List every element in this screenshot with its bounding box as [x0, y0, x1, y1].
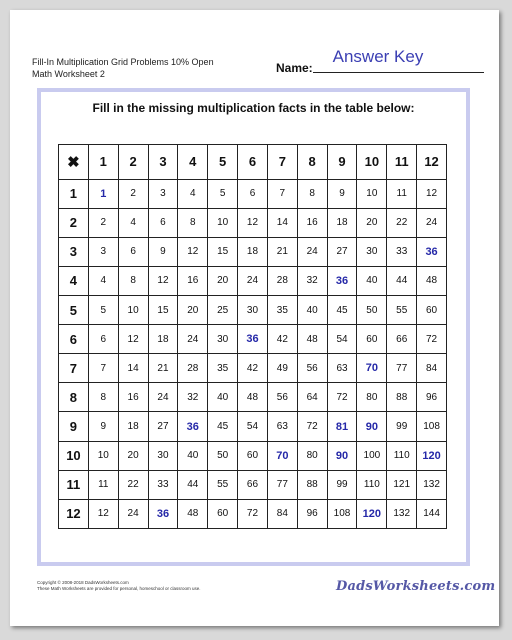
table-row: [59, 179, 447, 208]
product-cell: 3: [88, 237, 118, 266]
name-label: Name:: [276, 61, 313, 75]
product-cell: 55: [208, 470, 238, 499]
product-cell: 110: [357, 470, 387, 499]
product-cell: 11: [88, 470, 118, 499]
product-cell: 60: [417, 296, 447, 325]
product-cell: 108: [327, 499, 357, 528]
product-cell: 21: [148, 354, 178, 383]
product-cell: 66: [387, 325, 417, 354]
table-row: [59, 441, 447, 470]
product-cell: 30: [148, 441, 178, 470]
product-cell: 27: [148, 412, 178, 441]
product-cell: 77: [387, 354, 417, 383]
product-cell: 11: [387, 179, 417, 208]
row-header: 1: [59, 179, 89, 208]
worksheet-title-line2: Math Worksheet 2: [32, 69, 105, 79]
footer-copyright: [37, 580, 201, 592]
product-cell: 132: [387, 499, 417, 528]
worksheet-title-line1: Fill-In Multiplication Grid Problems 10% Open: [32, 57, 214, 67]
product-cell: 30: [238, 296, 268, 325]
product-cell: 5: [208, 179, 238, 208]
product-cell: 12: [88, 499, 118, 528]
product-cell: 66: [238, 470, 268, 499]
product-cell: 40: [178, 441, 208, 470]
product-cell: 8: [178, 208, 208, 237]
product-cell: 96: [417, 383, 447, 412]
table-row: [59, 412, 447, 441]
column-header: 7: [267, 145, 297, 180]
product-cell: 9: [148, 237, 178, 266]
row-header: 11: [59, 470, 89, 499]
product-cell: 6: [88, 325, 118, 354]
product-cell: 72: [327, 383, 357, 412]
product-cell: 48: [178, 499, 208, 528]
product-cell: 18: [118, 412, 148, 441]
product-cell: 2: [118, 179, 148, 208]
column-header: 3: [148, 145, 178, 180]
product-cell: 32: [297, 266, 327, 295]
product-cell: 12: [178, 237, 208, 266]
product-cell: 44: [178, 470, 208, 499]
column-header: 8: [297, 145, 327, 180]
product-cell: 42: [267, 325, 297, 354]
product-cell: 144: [417, 499, 447, 528]
column-header: 10: [357, 145, 387, 180]
answer-cell: 70: [267, 441, 297, 470]
product-cell: 10: [88, 441, 118, 470]
product-cell: 84: [267, 499, 297, 528]
product-cell: 84: [417, 354, 447, 383]
product-cell: 16: [118, 383, 148, 412]
product-cell: 40: [208, 383, 238, 412]
row-header: 4: [59, 266, 89, 295]
row-header: 2: [59, 208, 89, 237]
product-cell: 50: [208, 441, 238, 470]
product-cell: 72: [297, 412, 327, 441]
product-cell: 48: [417, 266, 447, 295]
product-cell: 24: [178, 325, 208, 354]
column-header: 11: [387, 145, 417, 180]
answer-cell: 36: [148, 499, 178, 528]
product-cell: 63: [327, 354, 357, 383]
product-cell: 14: [118, 354, 148, 383]
answer-cell: 70: [357, 354, 387, 383]
product-cell: 28: [267, 266, 297, 295]
table-row: [59, 266, 447, 295]
answer-cell: 36: [178, 412, 208, 441]
column-header: 1: [88, 145, 118, 180]
product-cell: 20: [118, 441, 148, 470]
product-cell: 25: [208, 296, 238, 325]
product-cell: 3: [148, 179, 178, 208]
product-cell: 56: [267, 383, 297, 412]
product-cell: 12: [148, 266, 178, 295]
product-cell: 40: [297, 296, 327, 325]
row-header: 10: [59, 441, 89, 470]
product-cell: 54: [238, 412, 268, 441]
multiply-icon: ✖: [59, 145, 89, 180]
product-cell: 6: [238, 179, 268, 208]
product-cell: 16: [297, 208, 327, 237]
answer-key-label: Answer Key: [332, 47, 424, 66]
product-cell: 48: [297, 325, 327, 354]
answer-cell: 120: [357, 499, 387, 528]
row-header: 12: [59, 499, 89, 528]
copyright-text: Copyright © 2008-2018 DadsWorksheets.com: [37, 580, 129, 585]
product-cell: 24: [297, 237, 327, 266]
answer-cell: 90: [327, 441, 357, 470]
product-cell: 99: [327, 470, 357, 499]
product-cell: 99: [387, 412, 417, 441]
product-cell: 18: [327, 208, 357, 237]
dadsworksheets-logo: DadsWorksheets.com: [336, 579, 496, 594]
product-cell: 35: [267, 296, 297, 325]
product-cell: 48: [238, 383, 268, 412]
product-cell: 80: [357, 383, 387, 412]
usage-text: These Math Worksheets are provided for personal, homeschool or classroom use.: [37, 586, 201, 591]
product-cell: 12: [238, 208, 268, 237]
answer-cell: 36: [327, 266, 357, 295]
product-cell: 72: [417, 325, 447, 354]
row-header: 3: [59, 237, 89, 266]
product-cell: 27: [327, 237, 357, 266]
name-line: [313, 72, 484, 73]
product-cell: 24: [148, 383, 178, 412]
product-cell: 132: [417, 470, 447, 499]
product-cell: 8: [88, 383, 118, 412]
product-cell: 60: [238, 441, 268, 470]
product-cell: 28: [178, 354, 208, 383]
product-cell: 14: [267, 208, 297, 237]
row-header: 6: [59, 325, 89, 354]
product-cell: 50: [357, 296, 387, 325]
product-cell: 8: [297, 179, 327, 208]
product-cell: 110: [387, 441, 417, 470]
row-header: 7: [59, 354, 89, 383]
product-cell: 4: [118, 208, 148, 237]
column-header: 6: [238, 145, 268, 180]
product-cell: 55: [387, 296, 417, 325]
product-cell: 15: [208, 237, 238, 266]
product-cell: 5: [88, 296, 118, 325]
column-header: 9: [327, 145, 357, 180]
product-cell: 72: [238, 499, 268, 528]
product-cell: 20: [178, 296, 208, 325]
product-cell: 10: [118, 296, 148, 325]
product-cell: 4: [88, 266, 118, 295]
product-cell: 35: [208, 354, 238, 383]
table-row: [59, 237, 447, 266]
product-cell: 21: [267, 237, 297, 266]
table-row: [59, 325, 447, 354]
product-cell: 80: [297, 441, 327, 470]
worksheet-title: [32, 56, 214, 80]
answer-cell: 36: [238, 325, 268, 354]
product-cell: 88: [387, 383, 417, 412]
product-cell: 2: [88, 208, 118, 237]
column-header: 2: [118, 145, 148, 180]
grid-header-row: [59, 145, 447, 180]
product-cell: 12: [417, 179, 447, 208]
product-cell: 9: [88, 412, 118, 441]
product-cell: 30: [357, 237, 387, 266]
product-cell: 10: [357, 179, 387, 208]
product-cell: 9: [327, 179, 357, 208]
product-cell: 32: [178, 383, 208, 412]
product-cell: 63: [267, 412, 297, 441]
product-cell: 33: [148, 470, 178, 499]
answer-cell: 36: [417, 237, 447, 266]
product-cell: 56: [297, 354, 327, 383]
row-header: 5: [59, 296, 89, 325]
product-cell: 7: [267, 179, 297, 208]
product-cell: 100: [357, 441, 387, 470]
answer-cell: 90: [357, 412, 387, 441]
product-cell: 15: [148, 296, 178, 325]
product-cell: 7: [88, 354, 118, 383]
product-cell: 60: [357, 325, 387, 354]
product-cell: 24: [118, 499, 148, 528]
row-header: 9: [59, 412, 89, 441]
product-cell: 10: [208, 208, 238, 237]
table-row: [59, 499, 447, 528]
table-row: [59, 296, 447, 325]
answer-cell: 120: [417, 441, 447, 470]
product-cell: 22: [118, 470, 148, 499]
table-row: [59, 470, 447, 499]
product-cell: 30: [208, 325, 238, 354]
product-cell: 8: [118, 266, 148, 295]
product-cell: 12: [118, 325, 148, 354]
table-row: [59, 383, 447, 412]
product-cell: 18: [238, 237, 268, 266]
row-header: 8: [59, 383, 89, 412]
instructions: Fill in the missing multiplication facts in the table below:: [92, 101, 415, 115]
product-cell: 49: [267, 354, 297, 383]
product-cell: 16: [178, 266, 208, 295]
product-cell: 121: [387, 470, 417, 499]
product-cell: 54: [327, 325, 357, 354]
multiplication-grid: [58, 144, 447, 529]
product-cell: 18: [148, 325, 178, 354]
product-cell: 20: [357, 208, 387, 237]
product-cell: 24: [238, 266, 268, 295]
table-row: [59, 354, 447, 383]
column-header: 5: [208, 145, 238, 180]
column-header: 12: [417, 145, 447, 180]
product-cell: 60: [208, 499, 238, 528]
product-cell: 88: [297, 470, 327, 499]
product-cell: 64: [297, 383, 327, 412]
product-cell: 45: [327, 296, 357, 325]
product-cell: 6: [148, 208, 178, 237]
product-cell: 40: [357, 266, 387, 295]
product-cell: 20: [208, 266, 238, 295]
product-cell: 45: [208, 412, 238, 441]
product-cell: 22: [387, 208, 417, 237]
product-cell: 33: [387, 237, 417, 266]
table-row: [59, 208, 447, 237]
answer-cell: 1: [88, 179, 118, 208]
product-cell: 44: [387, 266, 417, 295]
column-header: 4: [178, 145, 208, 180]
product-cell: 42: [238, 354, 268, 383]
answer-cell: 81: [327, 412, 357, 441]
product-cell: 77: [267, 470, 297, 499]
product-cell: 4: [178, 179, 208, 208]
product-cell: 6: [118, 237, 148, 266]
product-cell: 96: [297, 499, 327, 528]
product-cell: 24: [417, 208, 447, 237]
product-cell: 108: [417, 412, 447, 441]
